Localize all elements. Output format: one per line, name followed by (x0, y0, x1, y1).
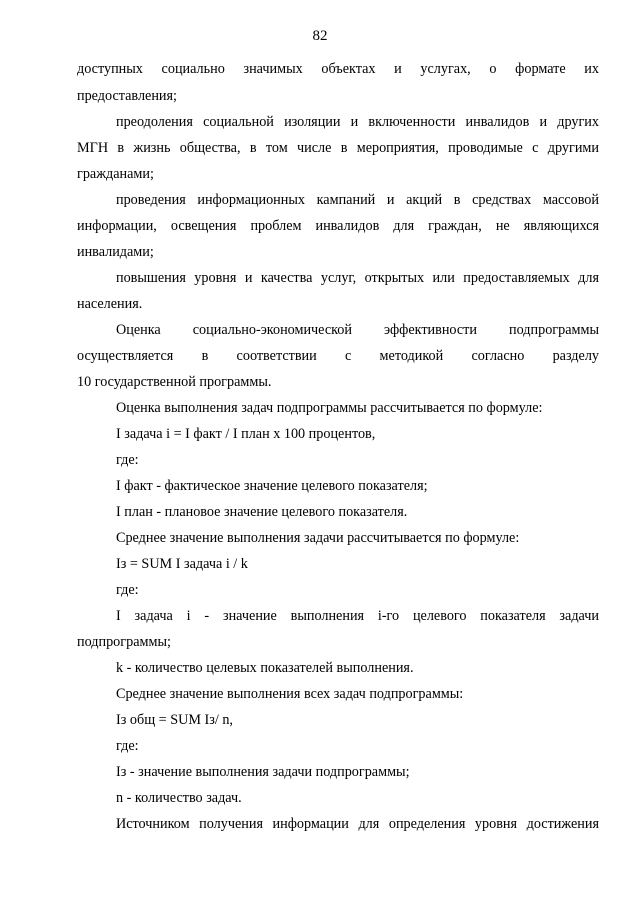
text-line: гражданами; (77, 166, 154, 182)
text-line: I факт - фактическое значение целевого показателя; (116, 478, 428, 494)
text-line: преодоления социальной изоляции и включенности инвалидов и других (116, 114, 599, 130)
formula: Iз общ = SUM Iз/ n, (116, 712, 233, 728)
text-line: Среднее значение выполнения всех задач подпрограммы: (116, 686, 464, 702)
text-line: осуществляется в соответствии с методикой согласно разделу (77, 348, 599, 364)
text-line: n - количество задач. (116, 790, 242, 806)
text-line: Источником получения информации для определения уровня достижения (116, 816, 599, 832)
text-line: где: (116, 738, 139, 754)
formula: Iз = SUM I задача i / k (116, 556, 248, 572)
text-line: информации, освещения проблем инвалидов для граждан, не являющихся (77, 218, 599, 234)
text-line: Оценка социально-экономической эффективности подпрограммы (116, 322, 599, 338)
text-line: I задача i - значение выполнения i-го целевого показателя задачи (116, 608, 599, 624)
text-line: инвалидами; (77, 244, 154, 260)
text-line: Оценка выполнения задач подпрограммы рассчитывается по формуле: (116, 400, 543, 416)
text-line: подпрограммы; (77, 634, 171, 650)
text-line: где: (116, 452, 139, 468)
page-number: 82 (312, 28, 328, 44)
text-line: где: (116, 582, 139, 598)
text-line: МГН в жизнь общества, в том числе в мероприятия, проводимые с другими (77, 140, 599, 156)
text-line: доступных социально значимых объектах и услугах, о формате их (77, 61, 599, 77)
formula: I задача i = I факт / I план х 100 процентов, (116, 426, 376, 442)
text-line: населения. (77, 296, 143, 312)
text-line: Iз - значение выполнения задачи подпрограммы; (116, 764, 410, 780)
text-line: повышения уровня и качества услуг, открытых или предоставляемых для (116, 270, 599, 286)
text-line: 10 государственной программы. (77, 374, 272, 390)
text-line: Среднее значение выполнения задачи рассчитывается по формуле: (116, 530, 520, 546)
text-line: I план - плановое значение целевого показателя. (116, 504, 408, 520)
text-line: проведения информационных кампаний и акций в средствах массовой (116, 192, 599, 208)
text-line: предоставления; (77, 88, 177, 104)
text-line: k - количество целевых показателей выполнения. (116, 660, 414, 676)
